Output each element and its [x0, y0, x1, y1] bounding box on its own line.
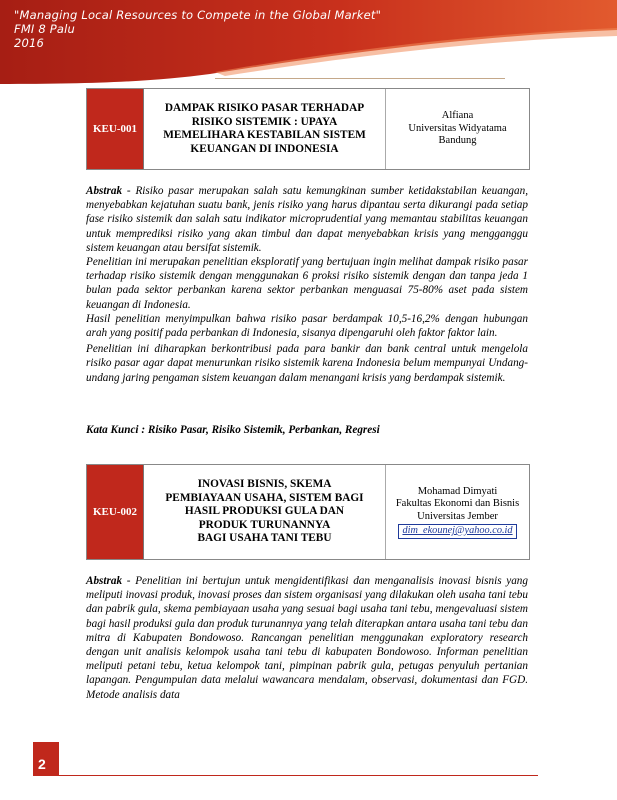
conference-name: FMI 8 Palu	[14, 22, 76, 36]
entry-title: INOVASI BISNIS, SKEMA PEMBIAYAAN USAHA, SISTEM BAGI HASIL PRODUKSI GULA DAN PRODUK TURUNANNYA BAGI USAHA TANI TEBU	[144, 465, 386, 559]
banner-text	[14, 8, 381, 50]
abstract-paragraph: Hasil penelitian menyimpulkan bahwa risiko pasar berdampak 10,5-16,2% dengan hubungan arah yang positif pada perbankan di Indonesia, sisanya dipengaruhi oleh faktor faktor lain.	[86, 312, 528, 340]
page-number-box	[33, 742, 59, 776]
entry-title: DAMPAK RISIKO PASAR TERHADAP RISIKO SISTEMIK : UPAYA MEMELIHARA KESTABILAN SISTEM KEUANGAN DI INDONESIA	[144, 89, 386, 169]
entry-author	[386, 465, 529, 559]
abstract-paragraph: Abstrak - Penelitian ini bertujun untuk mengidentifikasi dan menganalisis inovasi bisnis yang meliputi inovasi produk, inovasi proses dan sistem organisasi yang dilakukan oleh usaha tani tebu dan pabrik gula, skema pembiayaan usaha yang sesuai bagi usaha tani tebu, mengevaluasi sistem bagi hasil produksi gula dan produk turunannya yang telah diterapkan antara usaha tani tebu dan mitra di Kabupaten Bondowoso. Rancangan penelitian menggunakan exploratory research dengan unit analisis kelompok usaha tani tebu di kabupaten Bondowoso. Informan penelitian meliputi petani tebu, ketua kelompok tani, pimpinan pabrik gula, petugas penyuluh pertanian lapangan. Pengumpulan data melalui wawancara mendalam, observasi, dokumentasi dan FGD. Metode analisis data	[86, 575, 528, 701]
conference-theme: "Managing Local Resources to Compete in the Global Market"	[14, 8, 382, 22]
author-name: Mohamad Dimyati	[417, 485, 498, 497]
conference-year: 2016	[14, 36, 45, 50]
author-name: Alfiana	[441, 110, 474, 122]
author-email-link[interactable]: dim_ekounej@yahoo.co.id	[398, 524, 516, 539]
abstract-paragraph: Penelitian ini diharapkan berkontribusi pada para bankir dan bank central untuk mengelola risiko pasar agar dapat menurunkan risiko sistemik karena Indonesia belum mempunyai Undang-undang jaring pengaman sistem keuangan dalam menangani krisis yang berdampak sistemik.	[86, 343, 528, 384]
abstract-keu-001	[86, 184, 528, 385]
abstract-paragraph: Abstrak - Risiko pasar merupakan salah satu kemungkinan sumber ketidakstabilan keuangan, menyebabkan kejatuhan suatu bank, jenis risiko yang harus dipantau serta dikurangi pada setiap fase risiko sistemik dan salah satu indikator microprudential yang memantau stabilitas keuangan untuk memprediksi risiko yang akan timbul dan dapat menyebabkan krisis yang mengganggu sistem keuangan atau bersifat sistemik.	[86, 185, 529, 254]
entry-box-keu-002	[86, 464, 530, 560]
abstract-keu-002	[86, 574, 528, 702]
header-divider	[215, 78, 505, 79]
author-affiliation: Fakultas Ekonomi dan Bisnis	[395, 498, 520, 509]
author-university: Universitas Jember	[417, 510, 498, 522]
footer-line	[33, 775, 538, 776]
header-banner	[0, 0, 617, 84]
page-number: 2	[38, 756, 46, 772]
entry-author	[386, 89, 529, 169]
entry-code: KEU-001	[87, 89, 144, 169]
keywords-keu-001: Kata Kunci : Risiko Pasar, Risiko Sistemik, Perbankan, Regresi	[86, 424, 380, 436]
author-city: Bandung	[438, 135, 477, 147]
author-affiliation: Universitas Widyatama	[408, 122, 507, 134]
entry-code: KEU-002	[87, 465, 144, 559]
entry-box-keu-001	[86, 88, 530, 170]
abstract-paragraph: Penelitian ini merupakan penelitian eksploratif yang bertujuan ingin melihat dampak risiko pasar terhadap risiko sistemik dengan menggunakan 6 proksi risiko sistemik dengan dan tanpa jeda 1 bulan pada sektor perbankan karena sektor perbankan menguasai 75-80% aset pada sistem keuangan di Indonesia.	[86, 256, 528, 311]
